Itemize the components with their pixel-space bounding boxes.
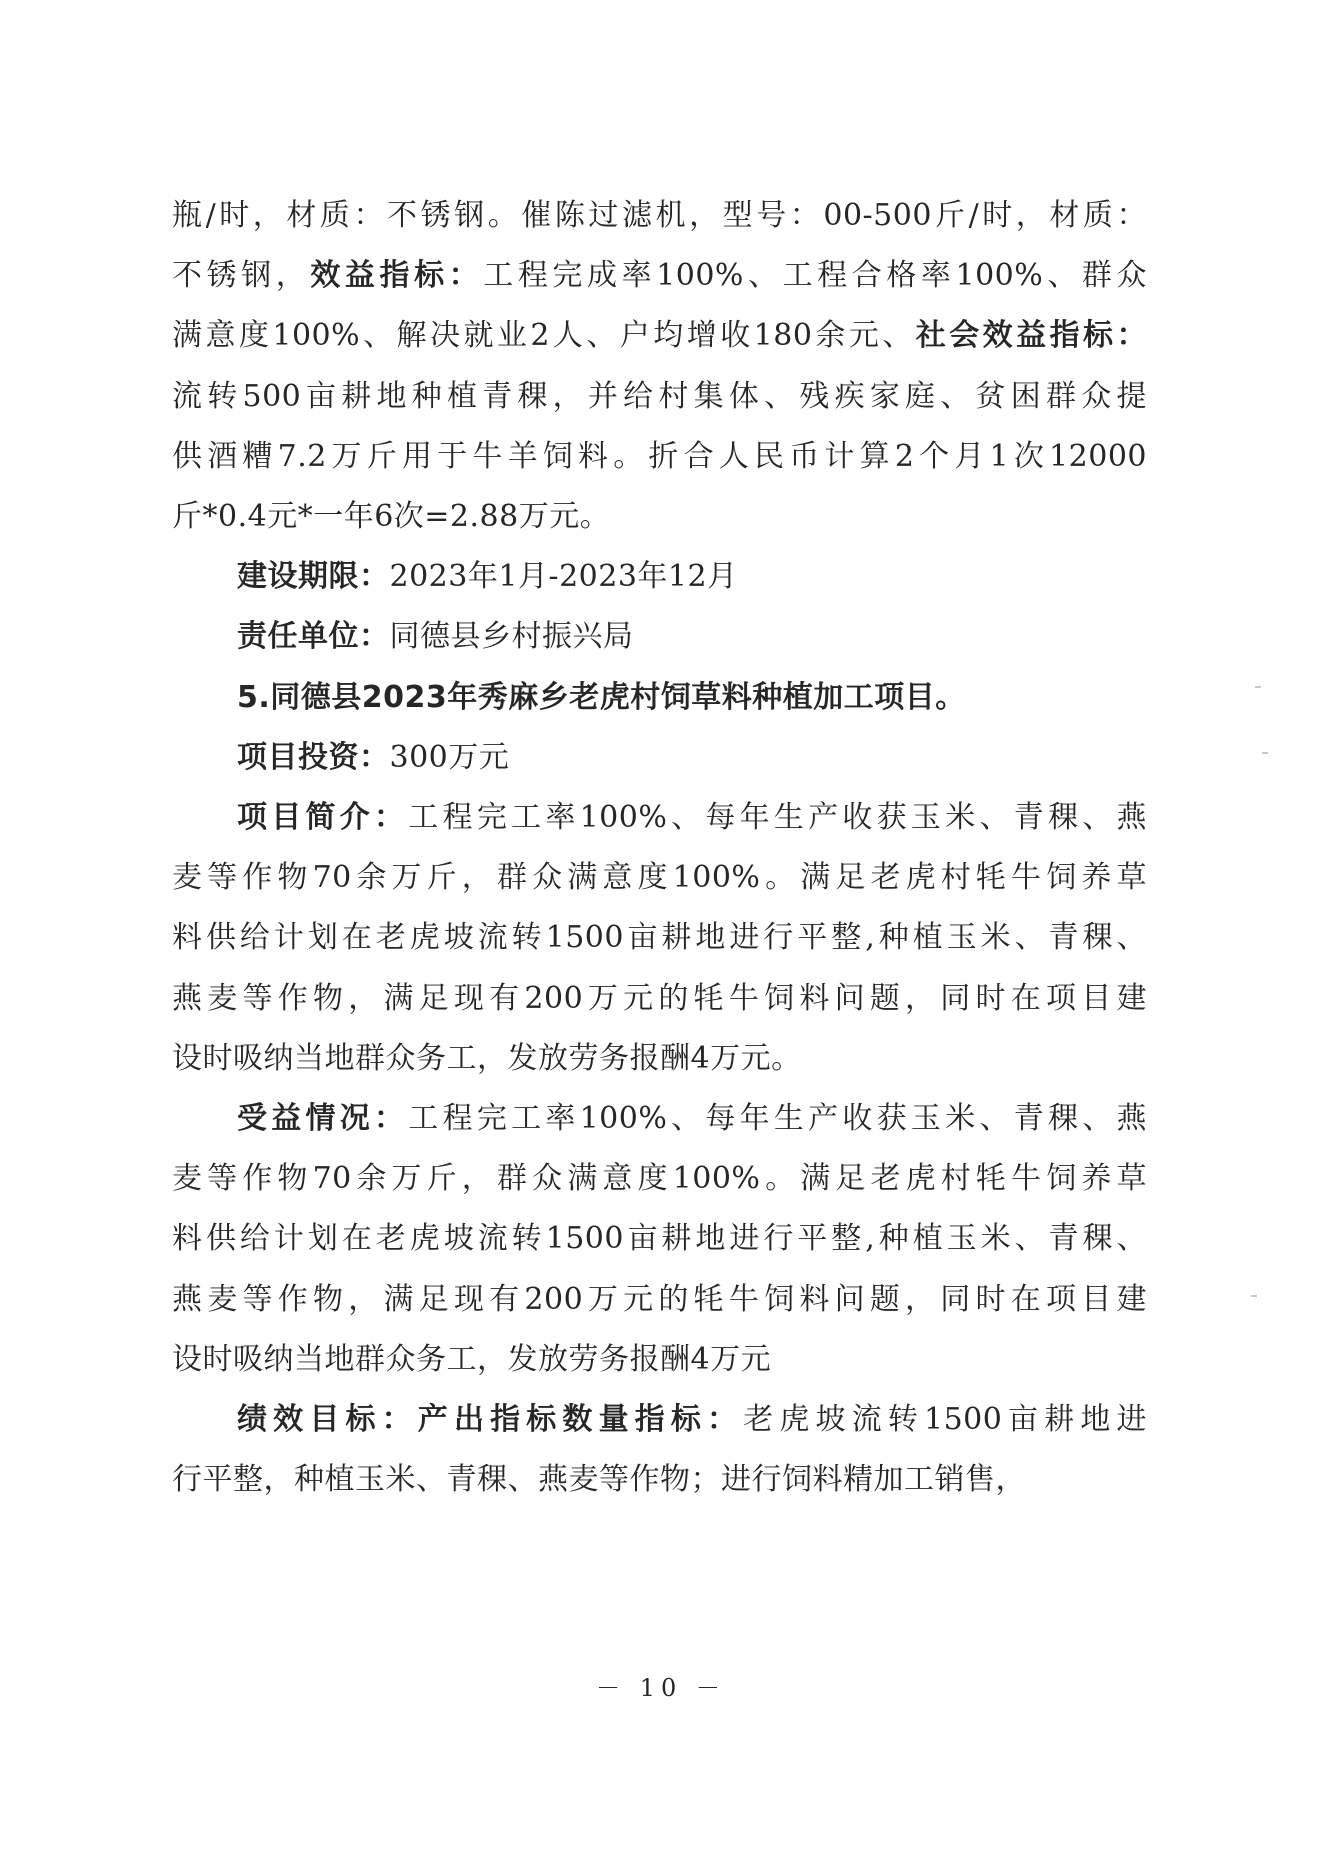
text-line [172,908,1147,968]
text-line [172,1209,1147,1269]
scan-speck [1251,1295,1257,1297]
text-segment: 工程完工率100%、每年生产收获玉米、青稞、燕 [408,1101,1147,1136]
text-segment: 麦等作物70余万斤，群众满意度100%。满足老虎村牦牛饲养草 [172,1161,1147,1196]
text-segment: 同德县乡村振兴局 [389,619,634,654]
text-line [172,367,1147,427]
text-line [172,246,1147,306]
text-segment: 麦等作物70余万斤，群众满意度100%。满足老虎村牦牛饲养草 [172,860,1147,895]
text-line [172,427,1147,487]
text-line [237,547,1147,607]
bold-label: 绩效目标：产出指标数量指标： [237,1402,744,1437]
text-segment: 不锈钢， [172,258,311,293]
text-line [237,668,1147,728]
page-number: － 10 － [596,1674,726,1702]
bold-label: 5.同德县2023年秀麻乡老虎村饲草料种植加工项目。 [237,680,966,715]
text-line [172,1270,1147,1330]
text-segment: 2023年1月-2023年12月 [389,559,738,594]
text-segment: 供酒糟7.2万斤用于牛羊饲料。折合人民币计算2个月1次12000 [172,439,1147,474]
bold-label: 效益指标： [310,258,484,293]
text-line [172,306,1147,366]
text-line [237,728,1147,788]
text-line [172,1330,1147,1390]
text-segment: 燕麦等作物，满足现有200万元的牦牛饲料问题，同时在项目建 [172,1282,1147,1317]
text-segment: 瓶/时，材质：不锈钢。催陈过滤机，型号：00-500斤/时，材质： [172,198,1147,233]
text-segment: 300万元 [389,740,510,775]
text-segment: 料供给计划在老虎坡流转1500亩耕地进行平整,种植玉米、青稞、 [172,1221,1147,1256]
text-line [237,788,1147,848]
text-line [237,1089,1147,1149]
bold-label: 受益情况： [237,1101,409,1136]
scan-speck [1262,752,1268,754]
text-line [172,487,1147,547]
text-line [172,969,1147,1029]
text-segment: 设时吸纳当地群众务工，发放劳务报酬4万元 [172,1342,772,1377]
text-line [172,848,1147,908]
text-line [172,186,1147,246]
text-segment: 流转500亩耕地种植青稞，并给村集体、残疾家庭、贫困群众提 [172,379,1147,414]
bold-label: 项目投资： [237,740,390,775]
bold-label: 建设期限： [237,559,390,594]
text-segment: 老虎坡流转1500亩耕地进 [743,1402,1147,1437]
text-segment: 工程完成率100%、工程合格率100%、群众 [483,258,1148,293]
bold-label: 责任单位： [237,619,390,654]
text-segment: 燕麦等作物，满足现有200万元的牦牛饲料问题，同时在项目建 [172,981,1147,1016]
text-segment: 工程完工率100%、每年生产收获玉米、青稞、燕 [408,800,1147,835]
text-segment: 料供给计划在老虎坡流转1500亩耕地进行平整,种植玉米、青稞、 [172,920,1147,955]
text-line [172,1450,1147,1510]
text-line [172,1029,1147,1089]
text-line [172,1149,1147,1209]
text-segment: 行平整，种植玉米、青稞、燕麦等作物；进行饲料精加工销售， [172,1462,1026,1497]
text-line [237,607,1147,667]
bold-label: 社会效益指标： [915,318,1147,353]
text-segment: 斤*0.4元*一年6次=2.88万元。 [172,499,611,534]
text-line [237,1390,1147,1450]
bold-label: 项目简介： [237,800,409,835]
text-segment: 设时吸纳当地群众务工，发放劳务报酬4万元。 [172,1041,802,1076]
scan-speck [1255,686,1261,688]
text-segment: 满意度100%、解决就业2人、户均增收180余元、 [172,318,916,353]
